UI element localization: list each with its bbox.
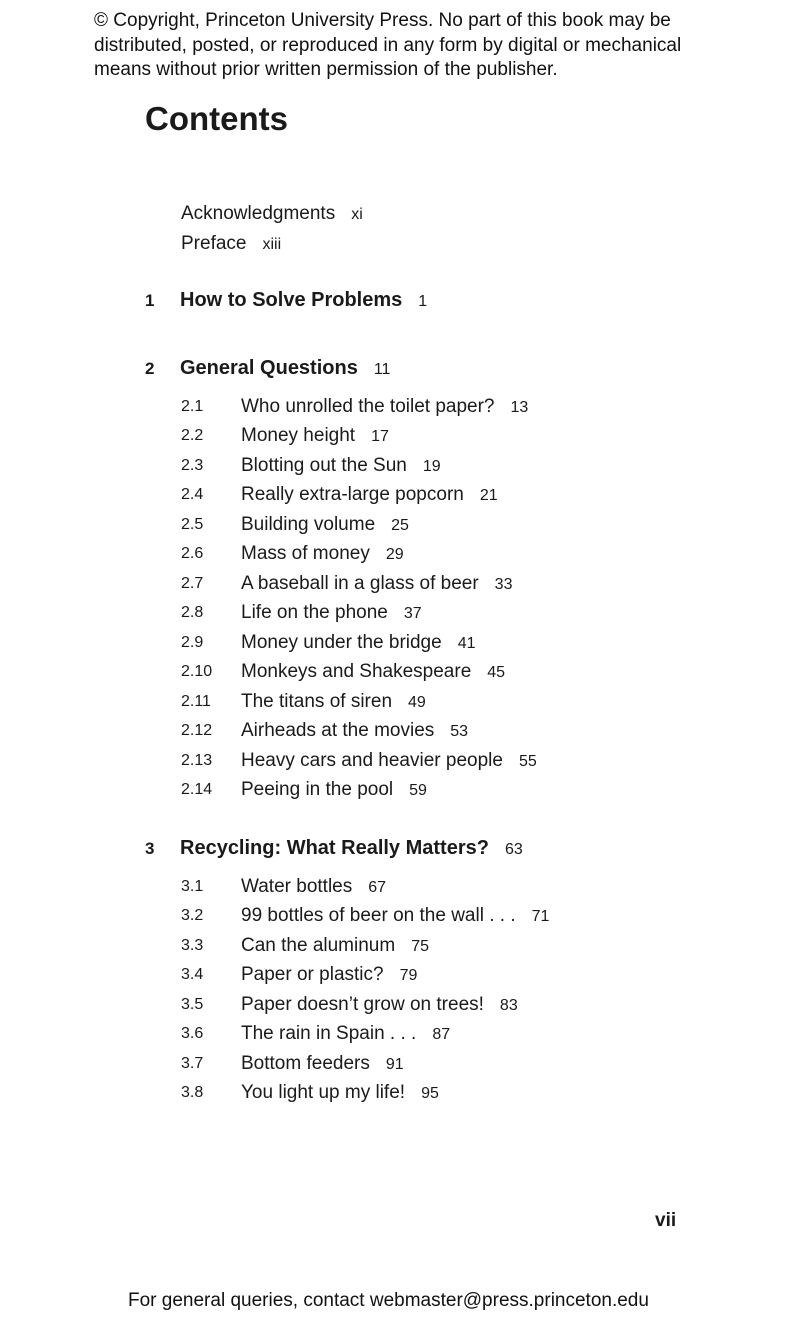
section-number: 2.14 [181, 781, 213, 798]
section-title-wrap [241, 990, 518, 1021]
section-title: Paper doesn’t grow on trees! [241, 993, 484, 1015]
section-page: 25 [391, 516, 409, 534]
section-title: Can the aluminum [241, 934, 396, 956]
section-number: 2.12 [181, 722, 213, 739]
section-number: 3.5 [181, 995, 204, 1013]
section-title-wrap [241, 569, 512, 600]
chapter-number: 2 [145, 359, 155, 378]
section-title-wrap [241, 1049, 404, 1080]
chapter-page: 1 [418, 293, 428, 310]
section-number: 2.7 [181, 574, 204, 592]
section-title-wrap [241, 775, 427, 806]
section-title: Who unrolled the toilet paper? [241, 395, 495, 417]
section-number: 3.3 [181, 936, 204, 954]
section-entry [0, 510, 800, 540]
section-title-wrap [241, 716, 468, 747]
section-title: Building volume [241, 513, 376, 535]
chapter-2 [0, 354, 800, 805]
entry-page: xi [351, 206, 363, 223]
section-entry [0, 931, 800, 961]
section-number: 2.1 [181, 397, 204, 415]
section-number: 2.3 [181, 456, 204, 474]
section-entry [0, 539, 800, 569]
section-entry [0, 901, 800, 931]
toc-entry [0, 229, 800, 259]
section-page: 19 [422, 457, 441, 475]
section-title: Water bottles [241, 875, 353, 897]
section-entry [0, 872, 800, 902]
section-number: 2.2 [181, 427, 204, 444]
section-number: 3.7 [181, 1054, 204, 1072]
section-title-wrap [241, 960, 417, 991]
section-page: 49 [408, 693, 426, 711]
section-title-wrap [241, 901, 549, 932]
section-entry [0, 598, 800, 628]
section-number: 3.6 [181, 1025, 204, 1042]
section-title-wrap [241, 1078, 439, 1109]
section-number: 2.11 [181, 692, 211, 710]
section-number: 2.5 [181, 515, 204, 533]
chapter-number: 1 [145, 291, 155, 310]
section-title-wrap [241, 510, 409, 541]
section-entry [0, 1078, 800, 1108]
entry-page: xiii [262, 235, 282, 253]
section-title: Heavy cars and heavier people [241, 749, 503, 771]
toc-entry [0, 199, 800, 229]
section-entry [0, 960, 800, 990]
chapter-title-wrap [180, 286, 427, 317]
section-title: Blotting out the Sun [241, 454, 407, 476]
section-title-wrap [241, 539, 404, 570]
section-page: 13 [510, 398, 529, 416]
section-title-wrap [241, 480, 498, 511]
section-title: A baseball in a glass of beer [241, 572, 479, 594]
section-page: 91 [385, 1055, 404, 1073]
section-title-wrap [241, 451, 441, 482]
section-title-wrap [241, 931, 429, 962]
section-title-wrap [241, 628, 475, 659]
section-entry [0, 716, 800, 746]
section-number: 3.8 [181, 1084, 204, 1101]
section-title-wrap [241, 872, 386, 903]
section-entry [0, 451, 800, 481]
section-page: 59 [409, 782, 427, 799]
section-title: Life on the phone [241, 602, 388, 623]
chapter-title: Recycling: What Really Matters? [180, 837, 489, 859]
chapter-page: 63 [504, 841, 523, 858]
chapter-number: 3 [145, 839, 155, 858]
section-title: The titans of siren [241, 690, 393, 712]
section-page: 45 [487, 664, 506, 681]
section-number: 3.2 [181, 907, 204, 924]
section-number: 2.13 [181, 751, 213, 769]
chapter-title: How to Solve Problems [180, 289, 403, 311]
section-title: Peeing in the pool [241, 779, 394, 800]
section-page: 33 [494, 575, 513, 593]
section-entry [0, 990, 800, 1020]
section-number: 2.6 [181, 545, 204, 562]
chapter-heading [0, 286, 800, 316]
section-page: 17 [371, 428, 389, 445]
section-title: The rain in Spain . . . [241, 1023, 417, 1044]
page-title: Contents [145, 100, 288, 137]
chapter-title: General Questions [180, 357, 358, 379]
section-title-wrap [241, 1019, 450, 1050]
section-page: 55 [518, 752, 537, 770]
section-title: Bottom feeders [241, 1052, 370, 1074]
chapter-heading [0, 354, 800, 384]
section-entry [0, 1019, 800, 1049]
section-page: 71 [531, 908, 550, 925]
section-number: 2.10 [181, 663, 213, 680]
section-title: 99 bottles of beer on the wall . . . [241, 905, 516, 926]
section-title-wrap [241, 392, 528, 423]
section-page: 41 [457, 634, 476, 652]
section-title-wrap [241, 687, 426, 718]
front-matter-list [0, 199, 800, 258]
footer-contact: For general queries, contact webmaster@press.princeton.edu [128, 1290, 649, 1311]
chapter-title-wrap [180, 834, 523, 865]
section-title-wrap [241, 746, 537, 777]
section-title-wrap [241, 598, 422, 629]
section-number: 3.4 [181, 966, 204, 983]
chapter-heading [0, 834, 800, 864]
section-entry [0, 569, 800, 599]
section-title-wrap [241, 421, 389, 452]
section-title: Money height [241, 425, 356, 446]
section-page: 79 [399, 967, 418, 984]
chapter-3 [0, 834, 800, 1108]
section-entry [0, 746, 800, 776]
section-title: Mass of money [241, 543, 370, 564]
entry-title: Acknowledgments [181, 203, 336, 224]
section-title: Money under the bridge [241, 631, 442, 653]
section-entry [0, 1049, 800, 1079]
section-entry [0, 775, 800, 805]
section-title: Paper or plastic? [241, 964, 384, 985]
section-page: 95 [421, 1085, 439, 1102]
section-number: 2.8 [181, 604, 204, 621]
section-entry [0, 657, 800, 687]
section-entry [0, 421, 800, 451]
section-entry [0, 392, 800, 422]
section-page: 53 [450, 723, 469, 740]
section-page: 87 [432, 1026, 451, 1043]
section-title: Airheads at the movies [241, 720, 435, 741]
entry-title: Preface [181, 232, 247, 254]
section-page: 83 [499, 996, 518, 1014]
chapter-1 [0, 286, 800, 316]
section-page: 75 [411, 937, 429, 955]
section-title: Monkeys and Shakespeare [241, 661, 472, 682]
section-entry [0, 628, 800, 658]
section-number: 2.9 [181, 633, 204, 651]
section-title: You light up my life! [241, 1082, 406, 1103]
section-entry [0, 480, 800, 510]
copyright-notice: © Copyright, Princeton University Press. No part of this book may be distributed, posted, or reproduced in any form by digital or mechanical means without prior written permission of the publisher. [94, 10, 682, 80]
page-number: vii [655, 1210, 677, 1231]
section-title-wrap [241, 657, 505, 688]
section-number: 3.1 [181, 877, 204, 895]
chapter-page: 11 [373, 361, 391, 378]
chapter-title-wrap [180, 354, 390, 385]
section-number: 2.4 [181, 486, 204, 503]
section-page: 29 [385, 546, 404, 563]
section-page: 21 [479, 487, 498, 504]
section-page: 37 [403, 605, 422, 622]
section-title: Really extra-large popcorn [241, 484, 464, 505]
section-page: 67 [368, 878, 387, 896]
section-entry [0, 687, 800, 717]
